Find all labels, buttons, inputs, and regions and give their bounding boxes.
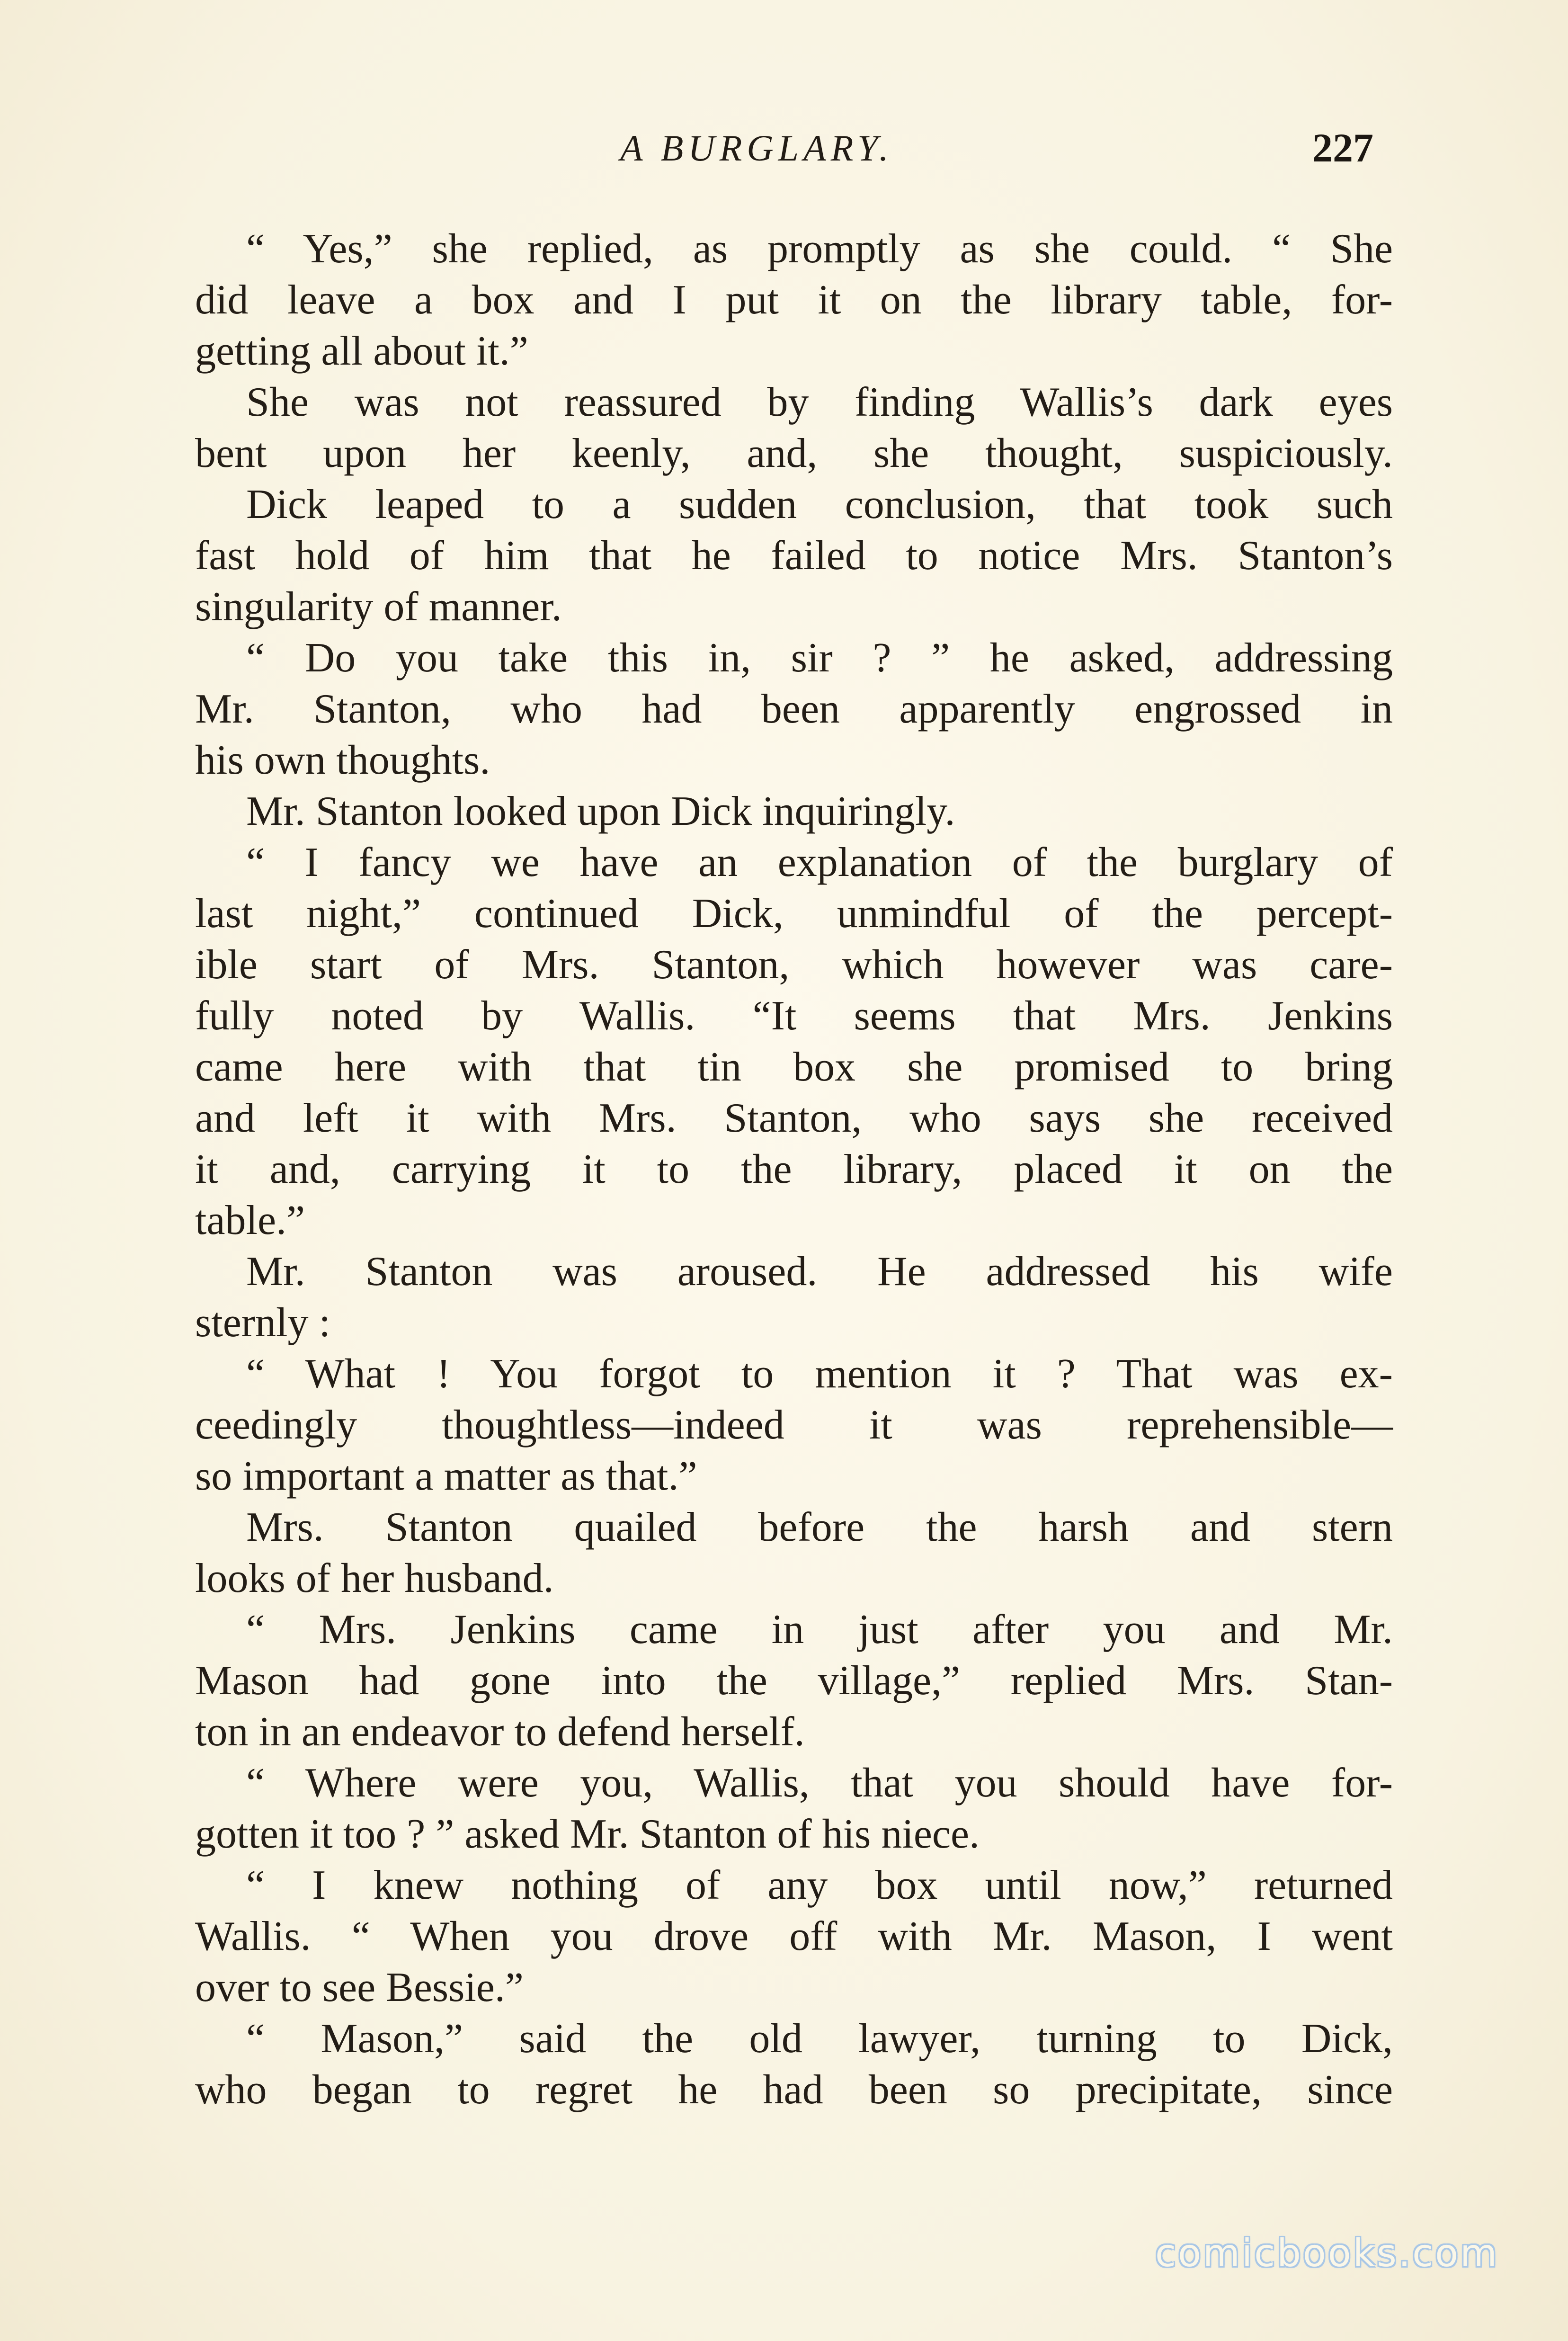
text-line: ton in an endeavor to defend herself.: [195, 1709, 805, 1755]
text-line: looks of her husband.: [195, 1555, 554, 1601]
text-line: Mrs. Stanton quailed before the harsh and stern: [246, 1504, 1393, 1550]
text-line: “ Mason,” said the old lawyer, turning to Dick,: [246, 2016, 1393, 2062]
text-line: getting all about it.”: [195, 328, 528, 374]
text-line: table.”: [195, 1197, 305, 1243]
text-line: “ Where were you, Wallis, that you should have for-: [246, 1760, 1393, 1806]
text-line: last night,” continued Dick, unmindful of the percept-: [195, 891, 1393, 937]
text-line: “ I knew nothing of any box until now,” returned: [246, 1862, 1393, 1908]
text-line: and left it with Mrs. Stanton, who says she received: [195, 1095, 1393, 1141]
text-line: who began to regret he had been so precipitate, since: [195, 2067, 1393, 2113]
running-title: A BURGLARY.: [620, 127, 893, 169]
text-line: “ What ! You forgot to mention it ? That was ex-: [246, 1351, 1393, 1397]
text-line: Mason had gone into the village,” replied Mrs. Stan-: [195, 1658, 1393, 1704]
text-line: “ Do you take this in, sir ? ” he asked, addressing: [246, 635, 1393, 681]
text-line: Mr. Stanton was aroused. He addressed his wife: [246, 1249, 1393, 1295]
text-line: fast hold of him that he failed to notice Mrs. Stanton’s: [195, 533, 1393, 579]
text-line: over to see Bessie.”: [195, 1965, 524, 2010]
text-line: ceedingly thoughtless—indeed it was reprehensible—: [195, 1402, 1393, 1448]
text-line: bent upon her keenly, and, she thought, suspiciously.: [195, 430, 1393, 476]
text-line: gotten it too ? ” asked Mr. Stanton of his niece.: [195, 1811, 980, 1857]
text-line: Mr. Stanton looked upon Dick inquiringly.: [246, 788, 955, 834]
text-line: Dick leaped to a sudden conclusion, that took such: [246, 482, 1393, 527]
watermark: comicbooks.com: [1155, 2231, 1499, 2275]
text-line: fully noted by Wallis. “It seems that Mrs. Jenkins: [195, 993, 1393, 1039]
text-line: She was not reassured by finding Wallis’s dark eyes: [246, 379, 1393, 425]
text-line: so important a matter as that.”: [195, 1453, 697, 1499]
text-line: did leave a box and I put it on the library table, for-: [195, 277, 1393, 323]
text-line: sternly :: [195, 1300, 330, 1346]
text-line: his own thoughts.: [195, 737, 490, 783]
text-line: it and, carrying it to the library, placed it on the: [195, 1146, 1393, 1192]
page-number: 227: [1312, 125, 1373, 170]
text-line: came here with that tin box she promised to bring: [195, 1044, 1393, 1090]
text-line: Mr. Stanton, who had been apparently engrossed in: [195, 686, 1393, 732]
text-line: “ Yes,” she replied, as promptly as she could. “ She: [246, 226, 1393, 272]
body-text: [195, 223, 1393, 2118]
text-line: “ I fancy we have an explanation of the burglary of: [246, 840, 1393, 885]
text-line: “ Mrs. Jenkins came in just after you and Mr.: [246, 1607, 1393, 1653]
running-header: [0, 127, 1568, 179]
text-line: singularity of manner.: [195, 584, 562, 630]
text-line: Wallis. “ When you drove off with Mr. Mason, I went: [195, 1913, 1393, 1959]
text-line: ible start of Mrs. Stanton, which however was care-: [195, 942, 1393, 988]
